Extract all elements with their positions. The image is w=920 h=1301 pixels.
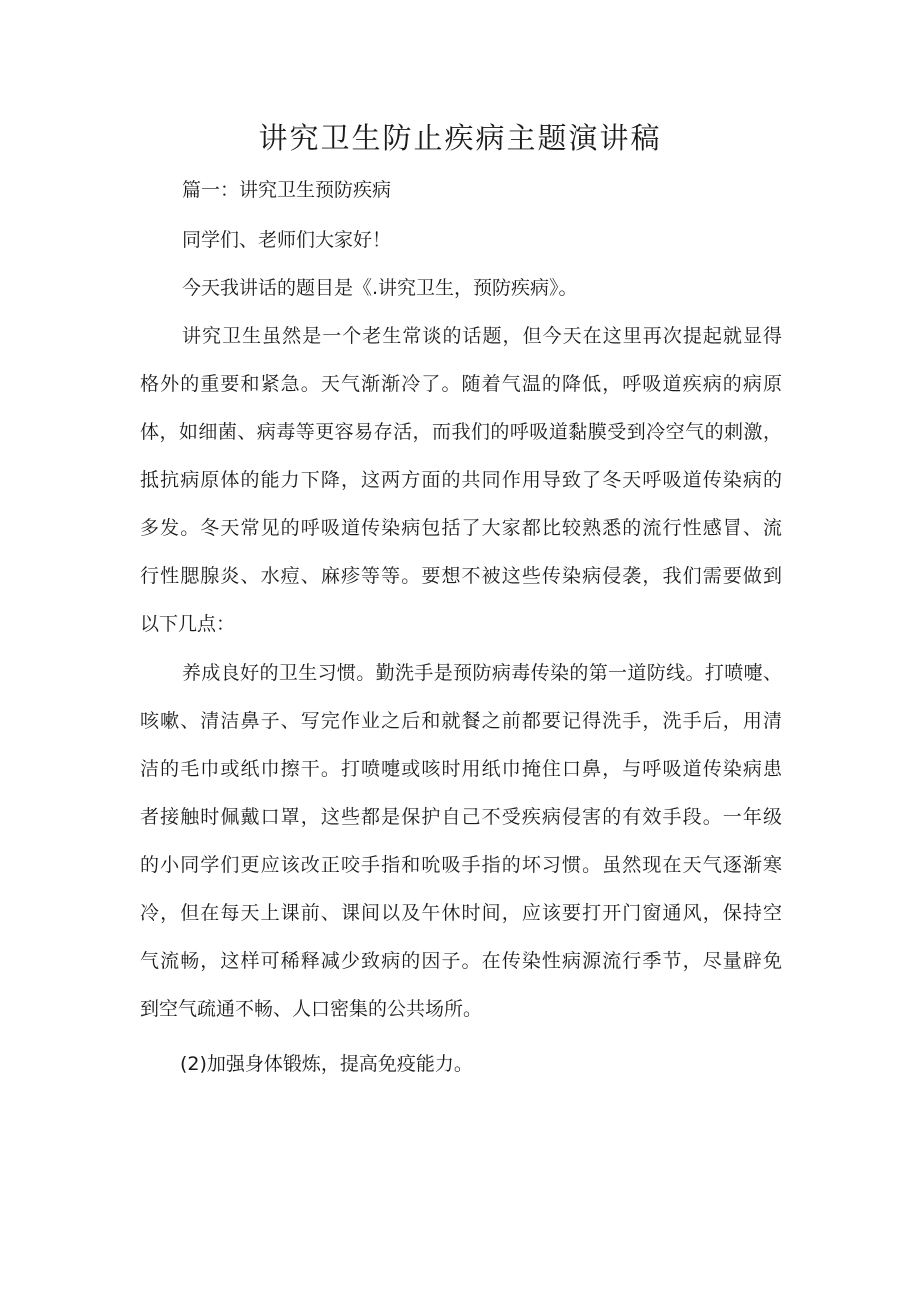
paragraph-line: 以下几点： <box>140 613 236 635</box>
paragraph-line: 多发。冬天常见的呼吸道传染病包括了大家都比较熟悉的流行性感冒、流 <box>140 517 782 539</box>
paragraph-line: 冷，但在每天上课前、课间以及午休时间，应该要打开门窗通风，保持空 <box>140 902 782 924</box>
paragraph-line: 者接触时佩戴口罩，这些都是保护自己不受疾病侵害的有效手段。一年级 <box>140 806 782 828</box>
point-2-line: (2)加强身体锻炼，提高免疫能力。 <box>180 1053 473 1075</box>
paragraph-line: 养成良好的卫生习惯。勤洗手是预防病毒传染的第一道防线。打喷嚏、 <box>182 662 782 684</box>
paragraph-line: 洁的毛巾或纸巾擦干。打喷嚏或咳时用纸巾掩住口鼻，与呼吸道传染病患 <box>140 758 782 780</box>
topic-line: 今天我讲话的题目是《.讲究卫生，预防疾病》。 <box>182 277 578 299</box>
paragraph-line: 抵抗病原体的能力下降，这两方面的共同作用导致了冬天呼吸道传染病的 <box>140 469 782 491</box>
paragraph-line: 的小同学们更应该改正咬手指和吮吸手指的坏习惯。虽然现在天气逐渐寒 <box>140 854 782 876</box>
paragraph-line: 体，如细菌、病毒等更容易存活，而我们的呼吸道黏膜受到冷空气的刺激， <box>140 421 782 443</box>
paragraph-line: 行性腮腺炎、水痘、麻疹等等。要想不被这些传染病侵袭，我们需要做到 <box>140 565 782 587</box>
document-title: 讲究卫生防止疾病主题演讲稿 <box>258 121 662 155</box>
paragraph-line: 讲究卫生虽然是一个老生常谈的话题，但今天在这里再次提起就显得 <box>182 325 782 347</box>
paragraph-line: 气流畅，这样可稀释减少致病的因子。在传染性病源流行季节，尽量辟免 <box>140 950 782 972</box>
paragraph-line: 到空气疏通不畅、人口密集的公共场所。 <box>140 998 483 1020</box>
section-heading: 篇一：讲究卫生预防疾病 <box>182 179 392 201</box>
greeting-line: 同学们、老师们大家好！ <box>182 229 392 251</box>
paragraph-line: 咳嗽、清洁鼻子、写完作业之后和就餐之前都要记得洗手，洗手后，用清 <box>140 710 782 732</box>
paragraph-line: 格外的重要和紧急。天气渐渐冷了。随着气温的降低，呼吸道疾病的病原 <box>140 373 782 395</box>
